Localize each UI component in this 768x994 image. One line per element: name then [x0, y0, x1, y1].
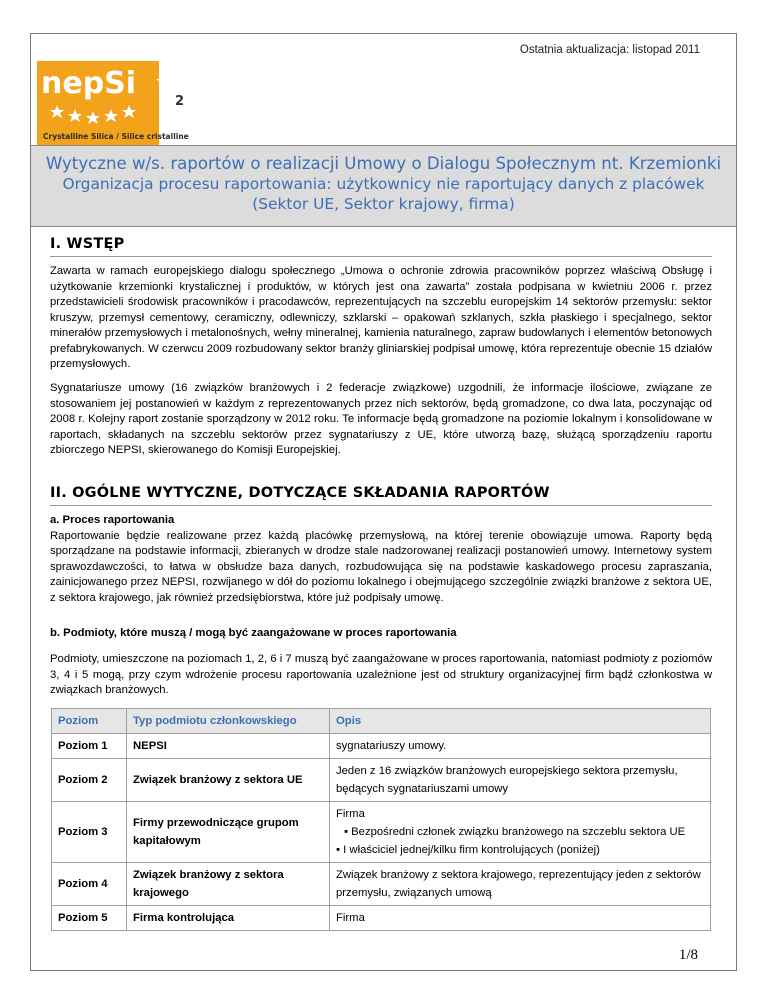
type-cell: Firmy przewodniczące grupom kapitałowym	[127, 802, 330, 863]
section-heading-guidelines: II. OGÓLNE WYTYCZNE, DOTYCZĄCE SKŁADANIA RAPORTÓW	[50, 485, 550, 501]
table-row	[52, 759, 711, 802]
section-heading-intro: I. WSTĘP	[50, 236, 125, 252]
type-cell: NEPSI	[127, 734, 330, 759]
description-cell: Związek branżowy z sektora krajowego, reprezentujący jeden z sektorów przemysłu, związanych umową	[330, 863, 711, 906]
table-row	[52, 906, 711, 931]
svg-text:Crystalline Silica / Silice cr: Crystalline Silica / Silice cristalline	[43, 132, 189, 141]
levels-table	[51, 708, 711, 931]
subheading-reporting-process: a. Proces raportowania	[50, 514, 175, 526]
subheading-entities: b. Podmioty, które muszą / mogą być zaangażowane w proces raportowania	[50, 627, 457, 639]
description-lead: Firma	[336, 808, 365, 820]
description-cell: Jeden z 16 związków branżowych europejskiego sektora przemysłu, będących sygnatariuszami umowy	[330, 759, 711, 802]
document-title-box	[31, 145, 736, 227]
level-cell: Poziom 4	[52, 863, 127, 906]
intro-paragraph-1: Zawarta w ramach europejskiego dialogu społecznego „Umowa o ochronie zdrowia pracowników poprzez właściwą Obsługę i użytkowanie krzemionki krystalicznej i produktów, w których jest ona zawarta” została podpisana w kwietniu 2006 r. przez przedstawicieli środowisk pracowników i pracodawców, reprezentujących na szczeblu europejskim 14 sektorów przemysłu: sektor kruszyw, przemysł cementowy, ceramiczny, odlewniczy, szklarski – opakowań szklanych, szkła płaskiego i specjalnego, sektor minerałów przemysłowych i metalonośnych, wełny mineralnej, kamienia naturalnego, zapraw budowlanych i elementów betonowych prefabrykowanych. W czerwcu 2009 rozbudowany sektor branży gliniarskiej podpisał umowę, która reprezentuje obecnie 15 działów przemysłowych.	[50, 265, 712, 370]
description-bullet: ▪ Bezpośredni członek związku branżowego na szczeblu sektora UE	[344, 826, 686, 838]
description-bullet: ▪ I właściciel jednej/kilku firm kontrolujących (poniżej)	[336, 844, 600, 856]
last-update-text: Ostatnia aktualizacja: listopad 2011	[519, 44, 700, 56]
svg-text:2: 2	[175, 94, 185, 109]
level-cell: Poziom 2	[52, 759, 127, 802]
title-line-2: Organizacja procesu raportowania: użytkownicy nie raportujący danych z placówek	[62, 175, 705, 193]
level-cell: Poziom 1	[52, 734, 127, 759]
section-divider	[50, 505, 712, 506]
intro-paragraph-2: Sygnatariusze umowy (16 związków branżowych i 2 federacje związkowe) uzgodnili, że informacje ilościowe, związane ze stosowaniem jej postanowień w każdym z reprezentowanych przez nich sektorów, będą gromadzone, co dwa lata, poczynając od 2008 r. Kolejny raport zostanie sporządzony w 2012 roku. Te informacje będą gromadzone na poziomie lokalnym i konsolidowane w raportach, składanych na szczeblu sektorów przez sygnatariuszy z UE, które utworzą bazę, służącą sporządzeniu raportu zbiorczego NEPSI, skierowanego do Komisji Europejskiej.	[50, 382, 712, 456]
table-row	[52, 863, 711, 906]
header-type: Typ podmiotu członkowskiego	[127, 709, 330, 734]
level-cell: Poziom 3	[52, 802, 127, 863]
description-cell: Firma	[330, 906, 711, 931]
svg-text:nepSi: nepSi	[41, 66, 137, 101]
type-cell: Związek branżowy z sektora UE	[127, 759, 330, 802]
title-line-1: Wytyczne w/s. raportów o realizacji Umowy o Dialogu Społecznym nt. Krzemionki	[45, 154, 722, 173]
title-line-3: (Sektor UE, Sektor krajowy, firma)	[252, 195, 515, 213]
level-cell: Poziom 5	[52, 906, 127, 931]
header-description: Opis	[330, 709, 711, 734]
description-cell: sygnatariuszy umowy.	[330, 734, 711, 759]
description-cell	[330, 802, 711, 863]
nepsi-logo	[37, 61, 189, 145]
type-cell: Firma kontrolująca	[127, 906, 330, 931]
reporting-process-text: Raportowanie będzie realizowane przez każdą placówkę przemysłową, na której terenie obowiązuje umowa. Raporty będą sporządzane na podstawie informacji, zbieranych w drodze stale nadzorowanej realizacji postanowień umowy. Internetowy system sprawozdawczości, to łatwa w obsłudze baza danych, rozbudowująca się na podstawie kaskadowego procesu zapraszania, zainicjowanego przez NEPSI, rozwijanego w dół do poziomu lokalnego i obejmującego szczególnie związki branżowe z sektora UE, z sektora krajowego, jak również przedsiębiorstwa, które już podpisały umowę.	[50, 529, 712, 604]
reporting-process-block	[50, 513, 712, 606]
table-row	[52, 802, 711, 863]
table-row	[52, 734, 711, 759]
entities-paragraph: Podmioty, umieszczone na poziomach 1, 2, 6 i 7 muszą być zaangażowane w proces raportowania, natomiast podmioty z poziomów 3, 4 i 5 mogą, przy czym wdrożenie procesu raportowania uzależnione jest od struktury organizacyjnej firm bądź członkostwa w związkach branżowych.	[50, 653, 712, 696]
header-level: Poziom	[52, 709, 127, 734]
page-number: 1/8	[678, 947, 698, 963]
type-cell: Związek branżowy z sektora krajowego	[127, 863, 330, 906]
table-header-row	[52, 709, 711, 734]
section-divider	[50, 256, 712, 257]
